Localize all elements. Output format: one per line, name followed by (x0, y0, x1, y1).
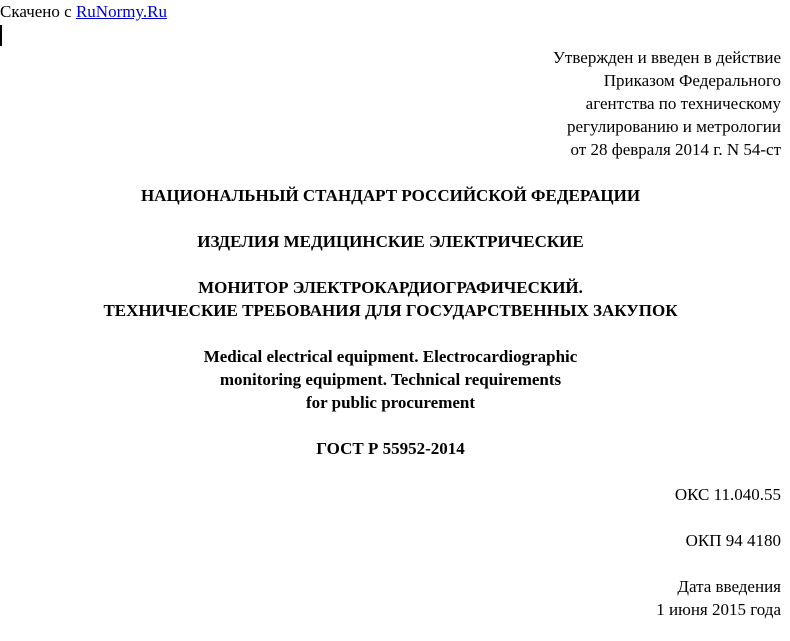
oks-code (675, 483, 781, 506)
approval-block (553, 46, 781, 161)
english-title (0, 345, 781, 414)
source-line (0, 2, 167, 22)
approval-line: от 28 февраля 2014 г. N 54-ст (570, 140, 781, 159)
approval-line: Утвержден и введен в действие (552, 48, 781, 67)
gost-number-heading (0, 437, 781, 460)
standard-type-text: НАЦИОНАЛЬНЫЙ СТАНДАРТ РОССИЙСКОЙ ФЕДЕРАЦИИ (140, 186, 641, 205)
oks-text: ОКС 11.040.55 (674, 485, 781, 504)
okp-text: ОКП 94 4180 (685, 531, 781, 550)
standard-type-heading (0, 184, 781, 207)
gost-number-text: ГОСТ Р 55952-2014 (316, 439, 465, 458)
english-title-line: Medical electrical equipment. Electrocardiographic (203, 347, 578, 366)
approval-line: регулированию и метрологии (566, 117, 781, 136)
category-text: ИЗДЕЛИЯ МЕДИЦИНСКИЕ ЭЛЕКТРИЧЕСКИЕ (197, 232, 584, 251)
english-title-line: for public procurement (305, 393, 476, 412)
source-link[interactable]: RuNormy.Ru (75, 2, 167, 21)
russian-title-line: МОНИТОР ЭЛЕКТРОКАРДИОГРАФИЧЕСКИЙ. (198, 278, 583, 297)
introduction-date-label: Дата введения (677, 577, 781, 596)
approval-line: Приказом Федерального (603, 71, 781, 90)
text-cursor (0, 25, 2, 46)
approval-line: агентства по техническому (585, 94, 781, 113)
introduction-date-value: 1 июня 2015 года (656, 600, 781, 619)
category-heading (0, 230, 781, 253)
okp-code (686, 529, 781, 552)
russian-title (0, 276, 781, 322)
source-prefix: Скачено с (0, 2, 76, 21)
introduction-date-block (656, 575, 781, 621)
english-title-line: monitoring equipment. Technical requirements (219, 370, 562, 389)
russian-title-line: ТЕХНИЧЕСКИЕ ТРЕБОВАНИЯ ДЛЯ ГОСУДАРСТВЕННЫХ ЗАКУПОК (103, 301, 678, 320)
